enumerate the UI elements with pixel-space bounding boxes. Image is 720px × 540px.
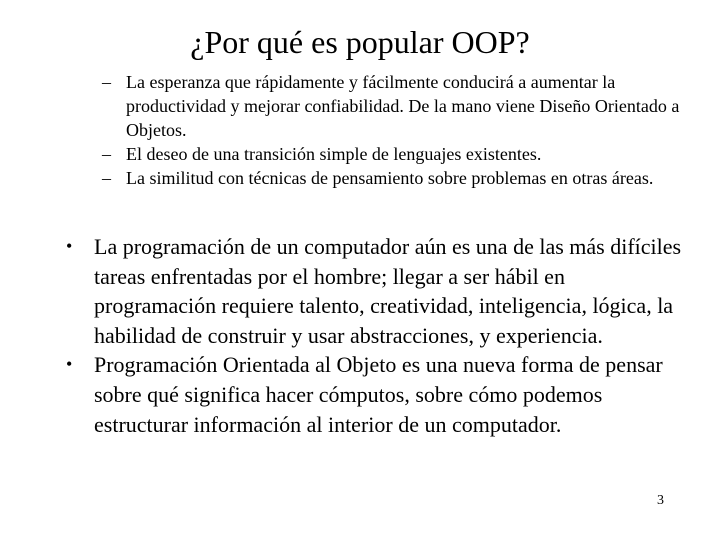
bullet-marker: • [66, 354, 73, 375]
page-number: 3 [657, 493, 664, 508]
sub-point [102, 70, 687, 142]
main-point [62, 232, 687, 350]
dash-marker: – [102, 72, 111, 92]
dash-marker: – [102, 144, 111, 164]
main-point-list [62, 232, 687, 439]
sub-point-text: La similitud con técnicas de pensamiento sobre problemas en otras áreas. [126, 168, 654, 188]
sub-point-text: El deseo de una transición simple de lenguajes existentes. [126, 144, 542, 164]
main-point-text: La programación de un computador aún es una de las más difíciles tareas enfrentadas por el hombre; llegar a ser hábil en programación requiere talento, creatividad, inteligencia, lógica, la habilidad de construir y usar abstracciones, y experiencia. [94, 234, 682, 348]
main-point-text: Programación Orientada al Objeto es una nueva forma de pensar sobre qué significa hacer cómputos, sobre cómo podemos estructurar información al interior de un computador. [94, 352, 663, 437]
sub-point-list [102, 70, 687, 190]
slide-title: ¿Por qué es popular OOP? [190, 24, 530, 60]
sub-point [102, 166, 687, 190]
main-point [62, 350, 687, 439]
sub-point-text: La esperanza que rápidamente y fácilmente conducirá a aumentar la productividad y mejorar confiabilidad. De la mano viene Diseño Orientado a Objetos. [126, 72, 680, 140]
bullet-marker: • [66, 236, 73, 256]
dash-marker: – [102, 168, 111, 188]
sub-point [102, 142, 687, 166]
